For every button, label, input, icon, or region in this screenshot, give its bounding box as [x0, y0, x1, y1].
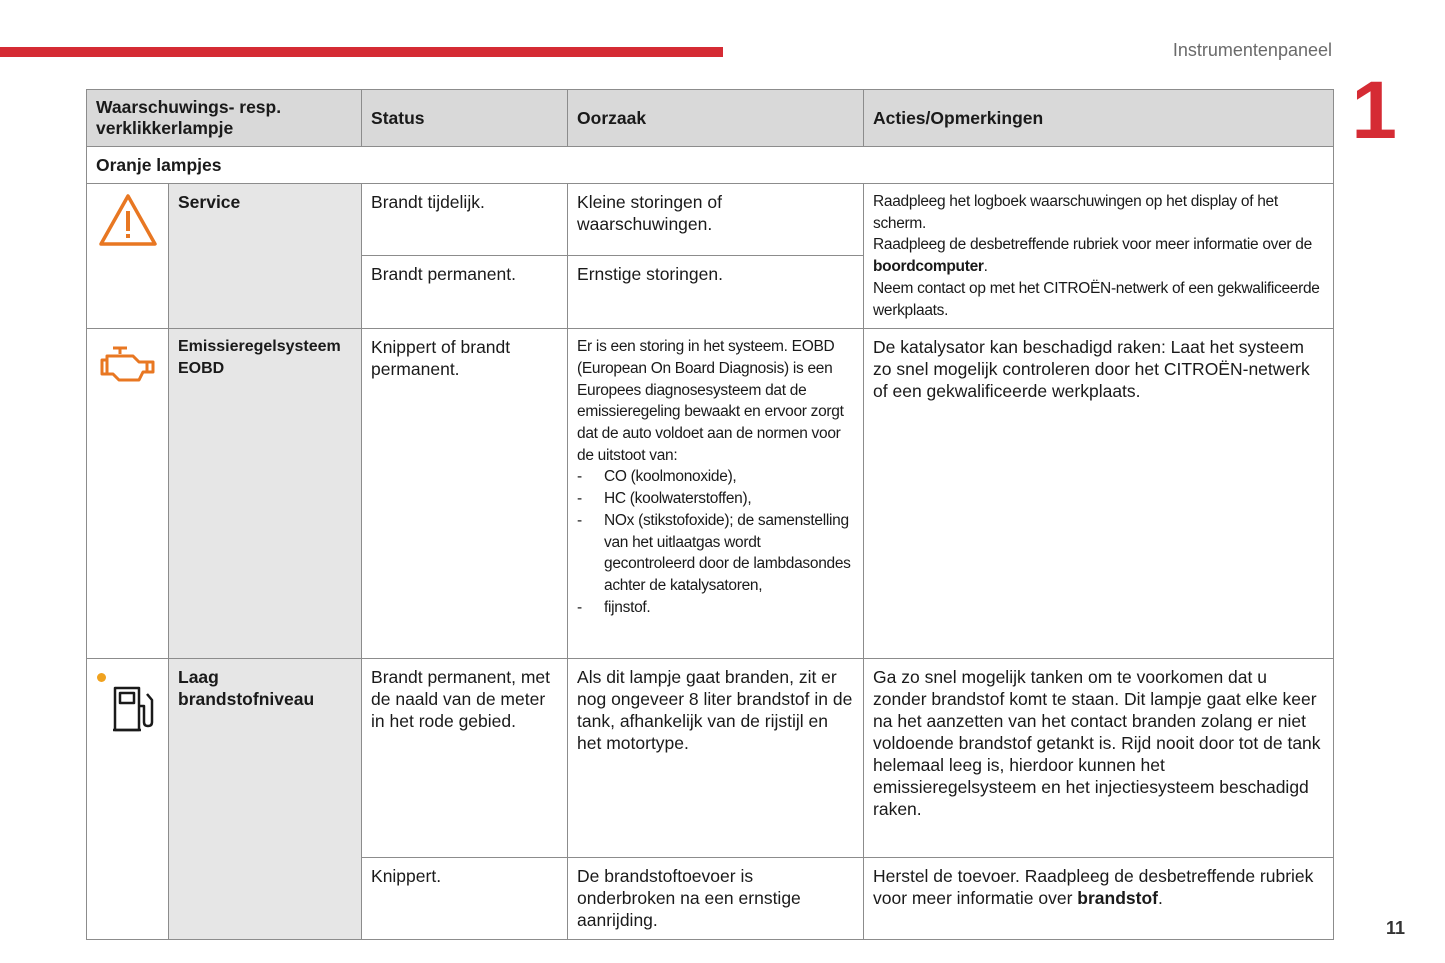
list-item: - HC (koolwaterstoffen),: [577, 490, 752, 508]
lamp-name: [169, 329, 362, 659]
cause-cell: Als dit lampje gaat branden, zit er nog ongeveer 8 liter brandstof in de tank, afhankelijk van de rijstijl en het motortype.: [568, 659, 864, 858]
header-accent-bar: [0, 47, 723, 57]
list-item-text: HC (koolwaterstoffen),: [604, 490, 752, 508]
status-cell: Knippert of brandt permanent.: [362, 329, 568, 659]
warning-lights-table: [86, 89, 1334, 940]
action-cell: [864, 184, 1334, 329]
action-text: Raadpleeg het logboek waarschuwingen op het display of het scherm.: [873, 193, 1278, 232]
cause-cell: [568, 329, 864, 659]
list-item: - CO (koolmonoxide),: [577, 468, 737, 486]
icon-cell: [87, 659, 169, 940]
list-item: - fijnstof.: [577, 598, 651, 616]
action-text: Herstel de toevoer. Raadpleeg de desbetreffende rubriek voor meer informatie over: [873, 866, 1314, 909]
list-item: - NOx (stikstofoxide); de samenstelling van het uitlaatgas wordt gecontroleerd door de lambdasondes achter de katalysatoren,: [577, 511, 851, 594]
action-text: .: [1157, 888, 1163, 909]
section-title: Instrumentenpaneel: [1172, 40, 1332, 60]
list-item-text: CO (koolmonoxide),: [604, 468, 737, 486]
table-header-row: [87, 90, 1334, 147]
status-cell: Brandt permanent, met de naald van de meter in het rode gebied.: [362, 659, 568, 858]
list-item-text: NOx (stikstofoxide); de samenstelling van het uitlaatgas wordt gecontroleerd door de lambdasondes achter de katalysatoren,: [604, 511, 851, 594]
action-cell: Ga zo snel mogelijk tanken om te voorkomen dat u zonder brandstof komt te staan. Dit lampje gaat elke keer na het aanzetten van het contact branden zolang er niet voldoende brandstof getankt is. Rijd nooit door tot de tank helemaal leeg is, hierdoor kunnen het emissieregelsysteem en het injectiesysteem beschadigd raken.: [864, 659, 1334, 858]
action-cell: De katalysator kan beschadigd raken: Laat het systeem zo snel mogelijk controleren door het CITROËN-netwerk of een gekwalificeerde werkplaats.: [864, 329, 1334, 659]
table-row: [87, 329, 1334, 659]
lamp-name: Service: [169, 184, 362, 329]
action-text: Raadpleeg de desbetreffende rubriek voor meer informatie over de: [873, 236, 1312, 254]
engine-icon: [97, 372, 159, 392]
section-heading: Oranje lampjes: [87, 147, 1334, 184]
page-number: 11: [1385, 918, 1405, 938]
cause-intro: Er is een storing in het systeem. EOBD (European On Board Diagnosis) is een Europees diagnosesysteem dat de emissieregeling bewaakt en ervoor zorgt dat de auto voldoet aan de normen voor de uitstoot van:: [577, 338, 844, 464]
status-cell: Brandt permanent.: [362, 256, 568, 329]
table-row: [87, 659, 1334, 858]
status-cell: Knippert.: [362, 858, 568, 940]
action-text: .: [983, 258, 988, 276]
action-bold: boordcomputer: [873, 258, 984, 276]
icon-cell: [87, 329, 169, 659]
lamp-name-text: Emissieregelsysteem EOBD: [178, 338, 341, 378]
cause-cell: Ernstige storingen.: [568, 256, 864, 329]
fuel-pump-icon: [97, 718, 159, 738]
action-cell: [864, 858, 1334, 940]
column-header-status: Status: [362, 90, 568, 147]
cause-list: [577, 466, 854, 618]
column-header-actions: Acties/Opmerkingen: [864, 90, 1334, 147]
column-header-cause: Oorzaak: [568, 90, 864, 147]
status-cell: Brandt tijdelijk.: [362, 184, 568, 256]
action-bold: brandstof: [1077, 888, 1158, 909]
indicator-dot-icon: [97, 673, 106, 682]
cause-cell: De brandstoftoevoer is onderbroken na een ernstige aanrijding.: [568, 858, 864, 940]
action-text: Neem contact op met het CITROËN-netwerk of een gekwalificeerde werkplaats.: [873, 279, 1320, 319]
cause-cell: Kleine storingen of waarschuwingen.: [568, 184, 864, 256]
column-header-lamp: Waarschuwings- resp. verklikkerlampje: [87, 90, 362, 147]
list-item-text: fijnstof.: [604, 598, 651, 616]
chapter-number: 1: [1351, 65, 1397, 156]
section-row: [87, 147, 1334, 184]
table-row: [87, 184, 1334, 256]
icon-cell: [87, 184, 169, 329]
warning-triangle-icon: [97, 232, 159, 252]
lamp-name: Laag brandstofniveau: [169, 659, 362, 940]
